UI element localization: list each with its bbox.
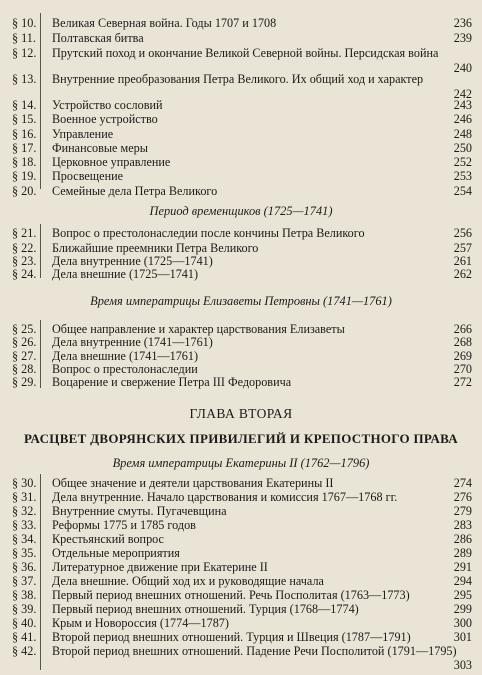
section-number: § 40. [12,616,37,630]
page-number: 301 [453,630,472,644]
section-number: § 15. [12,112,37,126]
section-title: Финансовые меры [52,141,148,155]
section-number: § 26. [12,335,37,349]
section-number: § 22. [12,241,37,255]
toc-entry [12,72,472,100]
section-title: Дела внешние. Общий ход их и руководящие начала [52,574,324,588]
page-number: 283 [453,518,472,532]
section-number: § 35. [12,546,37,560]
section-title: Полтавская битва [52,31,144,45]
page-number: 239 [453,31,472,45]
page-number: 270 [453,362,472,376]
section-title: Внутренние смуты. Пугачевщина [52,504,227,518]
page-number: 236 [453,16,472,30]
page-number: 246 [453,112,472,126]
section-title: Церковное управление [52,155,171,169]
chapter-heading: ГЛАВА ВТОРАЯ [189,406,293,421]
page-number: 300 [453,616,472,630]
page-number: 254 [453,184,472,198]
section-number: § 38. [12,588,37,602]
section-number: § 12. [12,46,37,60]
page-number: 303 [453,658,472,672]
section-title: Первый период внешних отношений. Турция (1768—1774) [52,602,359,616]
chapter-title: РАСЦВЕТ ДВОРЯНСКИХ ПРИВИЛЕГИЙ И КРЕПОСТНОГО ПРАВА [23,431,458,446]
section-title: Управление [52,127,114,141]
section-number: § 10. [12,16,37,30]
page-number: 252 [453,155,472,169]
section-title: Дела внутренние. Начало царствования и комиссия 1767—1768 гг. [52,490,398,504]
section-number: § 17. [12,141,37,155]
section-title: Дела внутренние (1741—1761) [52,335,213,349]
section-title: Второй период внешних отношений. Падение Речи Посполитой (1791—1795) [52,644,457,658]
section-title: Второй период внешних отношений. Турция и Швеция (1787—1791) [52,630,411,644]
section-title: Вопрос о престолонаследии после кончины Петра Великого [52,226,365,240]
section-number: § 19. [12,169,37,183]
section-title: Крестьянский вопрос [52,532,164,546]
section-title: Реформы 1775 и 1785 годов [52,518,196,532]
section-number: § 33. [12,518,37,532]
toc-entry [12,644,472,672]
section-title: Литературное движение при Екатерине II [52,560,268,574]
section-number: § 41. [12,630,37,644]
section-number: § 23. [12,254,37,268]
section-number: § 36. [12,560,37,574]
page-number: 286 [453,532,472,546]
section-number: § 24. [12,267,37,281]
page-number: 299 [453,602,472,616]
page-number: 269 [453,349,472,363]
section-title: Дела внешние (1725—1741) [52,267,199,281]
page-number: 261 [453,254,472,268]
page-number: 262 [453,267,472,281]
page-number: 248 [453,127,472,141]
section-title: Дела внешние (1741—1761) [52,349,199,363]
section-number: § 11. [12,31,36,45]
section-number: § 37. [12,574,37,588]
page-number: 272 [453,375,472,389]
section-number: § 28. [12,362,37,376]
page-number: 253 [453,169,472,183]
section-title: Устройство сословий [52,98,163,112]
section-number: § 14. [12,98,37,112]
section-title: Общее направление и характер царствования Елизаветы [52,322,345,336]
section-title: Ближайшие преемники Петра Великого [52,241,259,255]
toc-entry [12,46,472,74]
page-number: 295 [453,588,472,602]
page-number: 276 [453,490,472,504]
page-number: 291 [453,560,472,574]
section-number: § 21. [12,226,37,240]
page-number: 279 [453,504,472,518]
section-number: § 42. [12,644,37,658]
page-number: 257 [453,241,472,255]
section-number: § 27. [12,349,37,363]
section-number: § 32. [12,504,37,518]
section-title: Семейные дела Петра Великого [52,184,218,198]
section-title: Общее значение и деятели царствования Екатерины II [52,476,334,490]
section-title: Дела внутренние (1725—1741) [52,254,213,268]
section-number: § 20. [12,184,37,198]
page-number: 274 [453,476,472,490]
section-title: Просвещение [52,169,124,183]
page-number: 242 [453,87,472,101]
page-number: 256 [453,226,472,240]
period-subheading: Время императрицы Екатерины II (1762—1796) [112,456,370,470]
section-number: § 30. [12,476,37,490]
page-number: 240 [453,61,472,75]
page-number: 268 [453,335,472,349]
section-number: § 13. [12,72,37,86]
page-number: 289 [453,546,472,560]
section-number: § 29. [12,375,37,389]
section-title: Первый период внешних отношений. Речь Посполитая (1763—1773) [52,588,410,602]
section-title: Внутренние преобразования Петра Великого. Их общий ход и характер [52,72,424,86]
section-title: Отдельные мероприятия [52,546,180,560]
section-number: § 25. [12,322,37,336]
page-number: 243 [453,98,472,112]
section-title: Вопрос о престолонаследии [52,362,198,376]
page-number: 266 [453,322,472,336]
section-number: § 18. [12,155,37,169]
section-number: § 31. [12,490,37,504]
page-number: 250 [453,141,472,155]
period-subheading: Период временщиков (1725—1741) [149,204,333,218]
page-number: 294 [453,574,472,588]
section-title: Военное устройство [52,112,158,126]
section-title: Великая Северная война. Годы 1707 и 1708 [52,16,277,30]
section-title: Прутский поход и окончание Великой Северной войны. Персидская война [52,46,439,60]
period-subheading: Время императрицы Елизаветы Петровны (1741—1761) [90,294,392,308]
section-number: § 16. [12,127,37,141]
section-title: Крым и Новороссия (1774—1787) [52,616,229,630]
section-number: § 39. [12,602,37,616]
section-title: Воцарение и свержение Петра III Федоровича [52,375,292,389]
section-number: § 34. [12,532,37,546]
